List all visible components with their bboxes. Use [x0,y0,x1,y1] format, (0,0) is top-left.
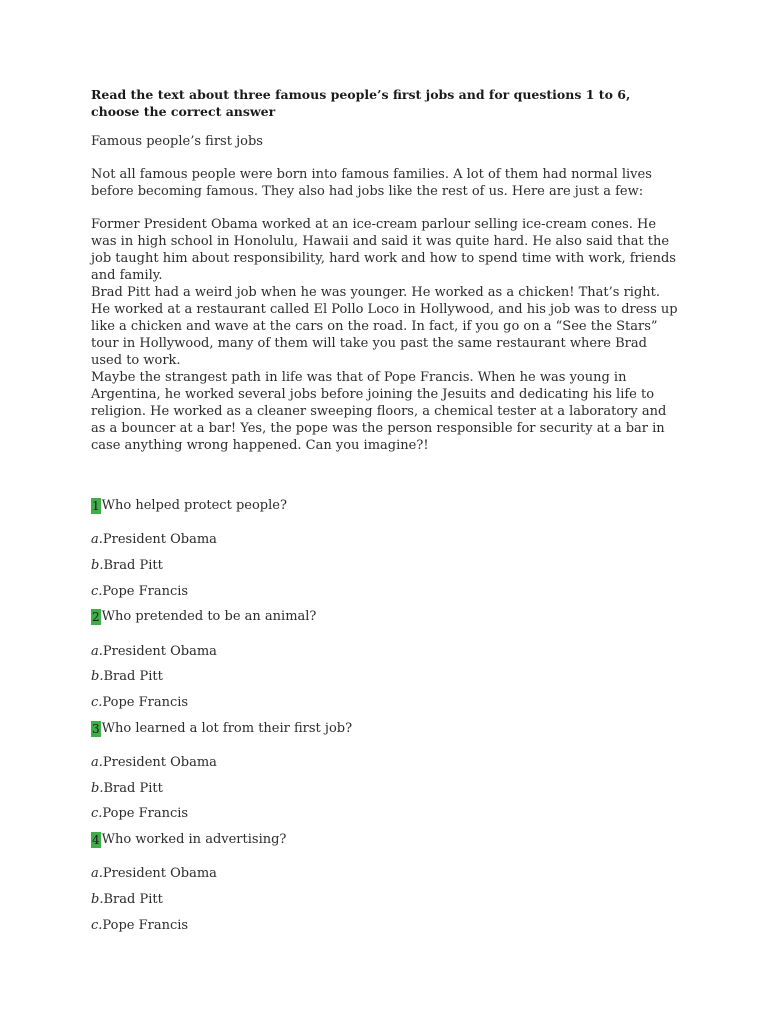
question-number: 1 [92,498,100,513]
paragraph-obama: Former President Obama worked at an ice-cream parlour selling ice-cream cones. He was in high school in Honolulu, Hawaii and said it was quite hard. He also said that the job taught him about responsibility, hard work and how to spend time with work, friends and family. [91,217,676,283]
option-letter: a. [91,532,103,547]
option-letter: b. [91,892,104,907]
paragraph-intro: Not all famous people were born into famous families. A lot of them had normal lives before becoming famous. They also had jobs like the rest of us. Here are just a few: [91,167,652,199]
question-4 [91,831,286,848]
instructions-heading: Read the text about three famous people’s first jobs and for questions 1 to 6, choose the correct answer [91,87,631,119]
option-text: President Obama [102,866,217,881]
option-letter: c. [91,806,103,821]
question-3 [91,720,352,737]
question-4-option-c[interactable] [91,917,188,934]
option-letter: b. [91,669,104,684]
option-text: President Obama [102,644,217,659]
question-3-option-a[interactable] [91,754,217,771]
option-text: Brad Pitt [103,558,163,573]
option-text: Pope Francis [102,695,189,710]
question-2 [91,608,316,625]
option-letter: c. [91,695,103,710]
question-number: 2 [92,609,100,624]
question-4-option-b[interactable] [91,891,163,908]
question-4-option-a[interactable] [91,865,217,882]
question-1-option-b[interactable] [91,557,163,574]
question-1-option-c[interactable] [91,583,188,600]
option-text: President Obama [102,532,217,547]
option-letter: c. [91,584,103,599]
option-text: Pope Francis [102,918,189,933]
question-text: Who helped protect people? [101,498,287,513]
option-text: President Obama [102,755,217,770]
question-number: 3 [92,721,100,736]
paragraph-francis: Maybe the strangest path in life was that of Pope Francis. When he was young in Argentina, he worked several jobs before joining the Jesuits and dedicating his life to religion. He worked as a cleaner sweeping floors, a chemical tester at a laboratory and as a bouncer at a bar! Yes, the pope was the person responsible for security at a bar in case anything wrong happened. Can you imagine?! [91,370,667,453]
option-letter: a. [91,755,103,770]
question-text: Who pretended to be an animal? [101,609,317,624]
question-3-option-b[interactable] [91,780,163,797]
question-2-option-c[interactable] [91,694,188,711]
option-text: Pope Francis [102,584,189,599]
paragraph-pitt: Brad Pitt had a weird job when he was younger. He worked as a chicken! That’s right. He worked at a restaurant called El Pollo Loco in Hollywood, and his job was to dress up like a chicken and wave at the cars on the road. In fact, if you go on a “See the Stars” tour in Hollywood, many of them will take you past the same restaurant where Brad used to work. [91,285,678,368]
option-letter: a. [91,644,103,659]
question-1-option-a[interactable] [91,531,217,548]
question-text: Who learned a lot from their first job? [101,721,353,736]
option-text: Pope Francis [102,806,189,821]
question-2-option-a[interactable] [91,643,217,660]
article-title: Famous people’s first jobs [91,134,263,149]
option-letter: b. [91,558,104,573]
question-2-option-b[interactable] [91,668,163,685]
question-3-option-c[interactable] [91,805,188,822]
option-letter: c. [91,918,103,933]
option-letter: b. [91,781,104,796]
option-text: Brad Pitt [103,669,163,684]
option-text: Brad Pitt [103,892,163,907]
option-text: Brad Pitt [103,781,163,796]
question-number: 4 [92,832,100,847]
question-1 [91,497,287,514]
option-letter: a. [91,866,103,881]
question-text: Who worked in advertising? [101,832,287,847]
